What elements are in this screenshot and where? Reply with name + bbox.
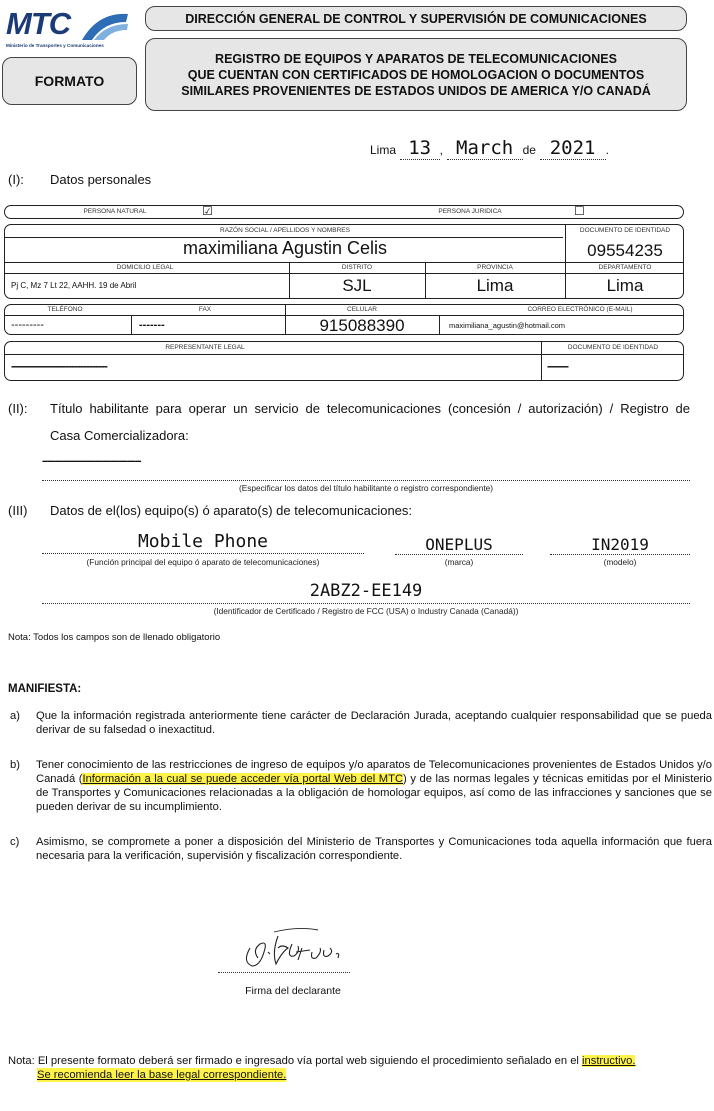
correo-value[interactable]: maximiliana_agustin@hotmail.com [449,321,565,330]
correo-label: CORREO ELECTRÓNICO (E-MAIL) [527,306,633,313]
date-line: Lima 13 , March de 2021 . [370,137,609,159]
persona-row [4,205,684,219]
date-day: 13 [400,137,440,160]
funcion-caption: (Función principal del equipo ó aparato de telecomunicaciones) [86,557,320,567]
persona-juridica-checkbox[interactable]: ☐ [574,204,585,218]
item-b-label: b) [10,759,20,771]
telefono-label: TELÉFONO [47,306,83,313]
domicilio-value[interactable]: Pj C, Mz 7 Lt 22, AAHH. 19 de Abril [11,281,137,290]
logo-wave-icon [80,10,130,42]
distrito-label: DISTRITO [341,264,373,271]
logo-text: MTC [6,6,71,41]
date-lima: Lima [370,143,397,157]
direccion-box [145,6,687,31]
item-b-text-1: Tener conocimiento de las restricciones de ingreso de equipos y/o aparatos de Telecomunicaciones provenientes de Estados Unidos y/o Canadá ( [36,759,712,785]
marca-caption: (marca) [444,557,474,567]
doc-label: DOCUMENTO DE IDENTIDAD [579,227,671,234]
formato-label: FORMATO [34,73,105,89]
cert-value[interactable]: 2ABZ2-EE149 [42,581,690,604]
persona-natural-checkbox[interactable]: ☑ [202,204,213,218]
fax-label: FAX [198,306,212,313]
rep-doc-label: DOCUMENTO DE IDENTIDAD [567,344,659,351]
nota-final [8,1054,708,1082]
contacto-block [4,304,684,335]
formato-box [2,57,137,105]
section2-line [42,480,690,481]
datos-block [4,224,684,299]
doc-value[interactable]: 09554235 [587,241,663,260]
domicilio-label: DOMICILIO LEGAL [116,264,174,271]
item-b-text-2: ) y de las normas legales y técnicas emitidas por el Ministerio de Transportes y Comunicaciones relacionadas a la obligación de homologar equipos, así como de las infracciones y sanciones que se pueden derivar de su incumplimiento. [36,773,712,813]
section2-value[interactable]: ------------------------------------- [42,455,141,467]
persona-juridica-label: PERSONA JURIDICA [438,208,502,215]
registro-line-3: SIMILARES PROVENIENTES DE ESTADOS UNIDOS DE AMERICA Y/O CANADÁ [181,83,651,98]
modelo-value[interactable]: IN2019 [550,535,690,555]
representante-block [4,341,684,381]
section1-title: Datos personales [50,172,152,187]
nota-final-text: Nota: El presente formato deberá ser firmado e ingresado vía portal web siguiendo el procedimiento señalado en el [8,1055,583,1067]
funcion-value[interactable]: Mobile Phone [42,531,364,554]
section3-title: Datos de el(los) equipo(s) ó aparato(s) de telecomunicaciones: [50,503,413,518]
registro-box [145,38,687,111]
section1-num: (I): [8,172,24,187]
item-c-label: c) [10,836,20,848]
instructivo-link[interactable]: instructivo. [582,1055,636,1067]
date-month: March [447,137,523,160]
logo-subtitle: Ministerio de Transportes y Comunicaciones [6,43,104,48]
celular-label: CELULAR [347,306,377,313]
razon-label: RAZÓN SOCIAL / APELLIDOS Y NOMBRES [220,227,350,234]
razon-value[interactable]: maximiliana Agustin Celis [182,238,388,258]
provincia-label: PROVINCIA [477,264,513,271]
portal-mtc-link[interactable]: Información a la cual se puede acceder vía portal Web del MTC [82,773,404,785]
cert-caption: (Identificador de Certificado / Registro de FCC (USA) o Industry Canada (Canadá)) [213,606,519,616]
firma-label: Firma del declarante [245,985,341,997]
mtc-logo [4,6,130,51]
item-b-text [36,758,712,814]
nota-obligatorio: Nota: Todos los campos son de llenado obligatorio [8,632,221,643]
manifiesta-title: MANIFIESTA: [8,683,82,695]
representante-value[interactable]: -------------------------------- [11,359,107,373]
registro-line-1: REGISTRO DE EQUIPOS Y APARATOS DE TELECOMUNICACIONES [215,51,617,66]
persona-natural-label: PERSONA NATURAL [83,208,147,215]
date-de: de [522,143,536,157]
modelo-caption: (modelo) [603,557,637,567]
section2-text-1: Título habilitante para operar un servicio de telecomunicaciones (concesión / autorización) / Registro de [50,401,690,416]
telefono-value[interactable]: --------- [11,319,44,331]
item-a-label: a) [10,710,20,722]
date-year: 2021 [540,137,606,160]
item-a-text: Que la información registrada anteriormente tiene carácter de Declaración Jurada, aceptando cualquier responsabilidad que se pueda derivar de su falsedad o inexactitud. [36,710,712,736]
signature-image [238,922,348,972]
rep-doc-value[interactable]: ------- [547,359,568,373]
section2-num: (II): [8,401,28,416]
item-c-text: Asimismo, se compromete a poner a disposición del Ministerio de Transportes y Comunicaciones toda aquella información que fuera necesaria para la verificación, supervisión y fiscalización correspondiente. [36,836,712,862]
representante-label: REPRESENTANTE LEGAL [165,344,245,351]
section2-text-2: Casa Comercializadora: [50,428,189,443]
celular-value[interactable]: 915088390 [319,316,405,335]
firma-line [218,972,350,973]
marca-value[interactable]: ONEPLUS [395,535,523,555]
provincia-value[interactable]: Lima [476,276,514,295]
distrito-value[interactable]: SJL [342,276,372,295]
departamento-value[interactable]: Lima [606,276,644,295]
section2-caption: (Especificar los datos del título habilitante o registro correspondiente) [238,483,494,493]
registro-line-2: QUE CUENTAN CON CERTIFICADOS DE HOMOLOGACION O DOCUMENTOS [187,67,645,82]
base-legal-link[interactable]: Se recomienda leer la base legal correspondiente. [37,1069,287,1081]
fax-value[interactable]: ------- [139,319,165,331]
direccion-title: DIRECCIÓN GENERAL DE CONTROL Y SUPERVISIÓN DE COMUNICACIONES [185,11,647,26]
section3-num: (III) [8,503,28,518]
departamento-label: DEPARTAMENTO [598,264,652,271]
